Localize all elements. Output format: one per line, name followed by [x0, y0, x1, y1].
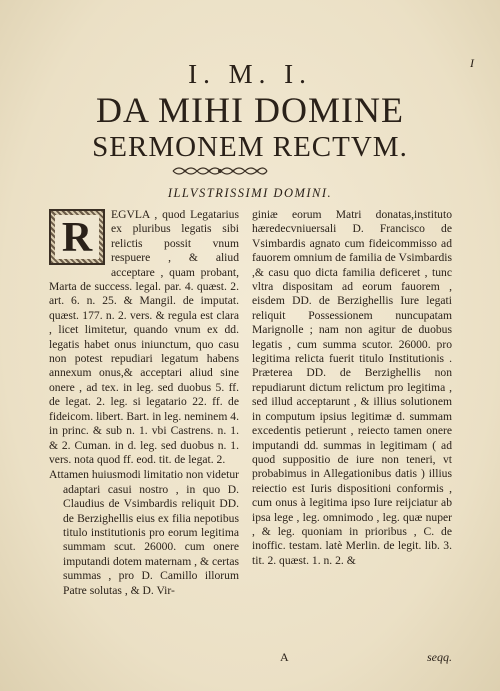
- addressee-heading: ILLVSTRISSIMI DOMINI.: [167, 186, 333, 200]
- drop-cap: [49, 209, 105, 265]
- title-block: [0, 60, 500, 162]
- page-mark: I: [470, 56, 474, 70]
- catchword: seqq.: [427, 650, 452, 664]
- title-line: DA MIHI DOMINE: [96, 90, 404, 130]
- paragraph: giniæ eorum Matri donatas,instituto hæredecvniuersali D. Francisco de Vsimbardis agnato cum fideicommisso ad fauorem omnium de familia de Vsimbardis ,& casu quo dicta familia deficeret , tunc vltra dispositam ad eorum fauorem , eisdem DD. de Berzighellis Iure legati reliquit Possessionem nuncupatam Marignolle ; nam non agitur de duobus legatis , cum summa scutor. 26000. pro legitima relicta fuerit titulo Institutionis . Præterea DD. de Berzighellis non repudiarunt dictum relictum pro legitima , sed illud acceptarunt , & illius solutionem in computum ipsius legitimæ d. summam excedentis petierunt , reiecto tamen onere imputandi dd. summas in legitimam ( ad quod suppositio de iure non teneri, vt probabimus in Allegationibus datis ) illius reiectio est Iuris dispositioni conformis , cum onus à legitima ipso Iure reijciatur ab ipsa lege , leg. omnimodo , leg. quæ nuper , & leg. quoniam in prioribus , C. de inoffic. testam. latè Merlin. de legit. lib. 3. tit. 2. quæst. 1. n. 2. &: [252, 208, 452, 567]
- paragraph: EGVLA , quod Legatarius ex pluribus legatis sibi relictis possit vnum respuere , & aliud acceptare , quam probant, Marta de success. legal. par. 4. quæst. 2. art. 6. n. 25. & Mangil. de imputat. quæst. 177. n. 2. vers. & regula est clara , licet limitetur, quando vnum ex dd. legatis habet onus iniunctum, quo casu non potest repudiari legatum habens annexum onus,& acceptari aliud sine onere , ad tex. in leg. sed duobus 5. ff. de legat. 2. leg. si legatario 22. ff. de fideicom. libert. Bart. in leg. neminem 4. in princ. & sub n. 1. vbi Castrens. n. 1. & 2. Cuman. in d. leg. sed duobus n. 1. vers. nota quod ff. eod. tit. de legat. 2.: [49, 208, 239, 466]
- signature-mark: A: [280, 650, 289, 664]
- invocation-line: I. M. I.: [188, 59, 312, 89]
- right-column: [252, 208, 452, 569]
- drop-cap-letter: R: [55, 215, 99, 259]
- ornament-divider-icon: [171, 165, 269, 177]
- subtitle-line: SERMONEM RECTVM.: [92, 131, 408, 163]
- paragraph: Attamen huiusmodi limitatio non videtur adaptari casui nostro , in quo D. Claudius de Vsimbardis reliquit DD. de Berzighellis eius ex filia nepotibus titulo institutionis pro eorum legitima summam scut. 26000. cum onere imputandi dotem maternam , & certas summas , pro D. Camillo illorum Patre solutas , & D. Vir-: [49, 468, 239, 597]
- left-column: [49, 208, 239, 599]
